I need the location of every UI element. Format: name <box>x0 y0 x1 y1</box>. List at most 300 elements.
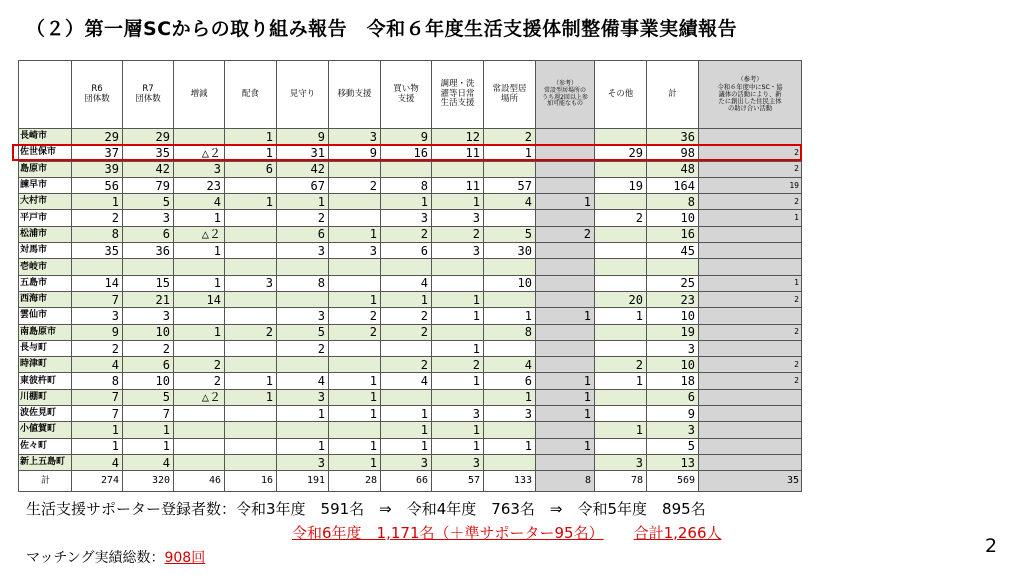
table-row <box>19 161 802 177</box>
cell-value: 1 <box>174 324 225 340</box>
row-name: 諫早市 <box>19 177 72 193</box>
cell-value: 29 <box>123 129 174 145</box>
table-body <box>19 129 802 492</box>
cell-value: 1 <box>536 308 595 324</box>
cell-value <box>595 194 647 210</box>
cell-value: 1 <box>72 194 123 210</box>
supporter-r6-total: 合計1,266人 <box>633 524 722 542</box>
row-name: 島原市 <box>19 161 72 177</box>
row-name: 南島原市 <box>19 324 72 340</box>
total-row <box>19 471 802 492</box>
cell-value <box>536 340 595 356</box>
cell-value: 36 <box>647 129 699 145</box>
cell-value: 3 <box>72 308 123 324</box>
row-name: 平戸市 <box>19 210 72 226</box>
cell-value: 7 <box>72 389 123 405</box>
cell-value: 3 <box>329 129 381 145</box>
cell-value <box>536 422 595 438</box>
cell-value: 66 <box>381 471 432 492</box>
cell-value: 1 <box>699 210 802 226</box>
cell-value: 8 <box>72 226 123 242</box>
table-row <box>19 291 802 307</box>
cell-value: 35 <box>123 145 174 161</box>
cell-value: 30 <box>484 243 536 259</box>
cell-value <box>595 438 647 454</box>
cell-value: 6 <box>647 389 699 405</box>
table-row <box>19 129 802 145</box>
cell-value: 9 <box>381 129 432 145</box>
cell-value <box>123 259 174 275</box>
cell-value: 3 <box>277 454 329 470</box>
cell-value: 35 <box>72 243 123 259</box>
cell-value: 21 <box>123 291 174 307</box>
cell-value: 2 <box>432 357 484 373</box>
cell-value <box>277 259 329 275</box>
cell-value: 1 <box>329 389 381 405</box>
cell-value: 3 <box>277 243 329 259</box>
table-row <box>19 357 802 373</box>
table-row <box>19 438 802 454</box>
cell-value: 3 <box>123 210 174 226</box>
cell-value <box>225 340 277 356</box>
col-header: 見守り <box>277 61 329 129</box>
cell-value: △２ <box>174 145 225 161</box>
cell-value: 1 <box>174 275 225 291</box>
row-name: 川棚町 <box>19 389 72 405</box>
cell-value: 10 <box>123 373 174 389</box>
row-name: 計 <box>19 471 72 492</box>
cell-value <box>174 308 225 324</box>
cell-value: 5 <box>123 389 174 405</box>
cell-value: 1 <box>123 438 174 454</box>
cell-value <box>699 454 802 470</box>
cell-value: 9 <box>72 324 123 340</box>
table-row <box>19 324 802 340</box>
cell-value: 1 <box>536 389 595 405</box>
cell-value: 8 <box>647 194 699 210</box>
cell-value <box>329 161 381 177</box>
cell-value: 2 <box>699 194 802 210</box>
cell-value: 1 <box>536 194 595 210</box>
cell-value: 79 <box>123 177 174 193</box>
table-row <box>19 308 802 324</box>
cell-value <box>329 210 381 226</box>
cell-value <box>484 454 536 470</box>
cell-value: 1 <box>699 275 802 291</box>
cell-value: 78 <box>595 471 647 492</box>
cell-value: 6 <box>381 243 432 259</box>
table-row <box>19 259 802 275</box>
cell-value: 9 <box>329 145 381 161</box>
cell-value: 2 <box>123 340 174 356</box>
cell-value: 2 <box>699 291 802 307</box>
cell-value <box>225 438 277 454</box>
cell-value <box>699 422 802 438</box>
cell-value: 3 <box>174 161 225 177</box>
cell-value: 1 <box>432 373 484 389</box>
cell-value: 6 <box>123 357 174 373</box>
row-name: 波佐見町 <box>19 406 72 422</box>
cell-value: 1 <box>72 438 123 454</box>
cell-value: 57 <box>484 177 536 193</box>
cell-value: 4 <box>72 454 123 470</box>
cell-value: 6 <box>277 226 329 242</box>
cell-value: 2 <box>225 324 277 340</box>
cell-value: 36 <box>123 243 174 259</box>
cell-value: 2 <box>484 129 536 145</box>
cell-value: 1 <box>225 389 277 405</box>
cell-value <box>225 454 277 470</box>
cell-value: 13 <box>647 454 699 470</box>
cell-value <box>381 340 432 356</box>
cell-value: 1 <box>381 422 432 438</box>
cell-value <box>536 210 595 226</box>
cell-value <box>277 357 329 373</box>
cell-value: 569 <box>647 471 699 492</box>
cell-value: 1 <box>381 438 432 454</box>
cell-value: 8 <box>277 275 329 291</box>
cell-value: 29 <box>595 145 647 161</box>
row-name: 長崎市 <box>19 129 72 145</box>
col-header: 増減 <box>174 61 225 129</box>
cell-value: 1 <box>484 389 536 405</box>
cell-value: 19 <box>595 177 647 193</box>
cell-value: 1 <box>329 291 381 307</box>
cell-value <box>381 389 432 405</box>
cell-value: 4 <box>277 373 329 389</box>
cell-value <box>225 243 277 259</box>
cell-value: 20 <box>595 291 647 307</box>
cell-value <box>432 275 484 291</box>
cell-value: 3 <box>277 389 329 405</box>
cell-value <box>536 275 595 291</box>
cell-value: 4 <box>381 275 432 291</box>
cell-value: 3 <box>432 243 484 259</box>
row-name: 壱岐市 <box>19 259 72 275</box>
table-row <box>19 275 802 291</box>
cell-value <box>595 226 647 242</box>
cell-value: 1 <box>225 129 277 145</box>
cell-value: 1 <box>277 438 329 454</box>
table-row <box>19 145 802 161</box>
cell-value <box>225 210 277 226</box>
cell-value <box>536 454 595 470</box>
cell-value: 1 <box>595 422 647 438</box>
cell-value <box>432 324 484 340</box>
cell-value <box>484 291 536 307</box>
cell-value: 1 <box>484 308 536 324</box>
table-row <box>19 406 802 422</box>
cell-value: 25 <box>647 275 699 291</box>
cell-value: 191 <box>277 471 329 492</box>
cell-value: 28 <box>329 471 381 492</box>
cell-value <box>225 259 277 275</box>
cell-value <box>699 226 802 242</box>
row-name: 五島市 <box>19 275 72 291</box>
cell-value: 2 <box>277 210 329 226</box>
cell-value <box>432 389 484 405</box>
cell-value: 8 <box>72 373 123 389</box>
col-header: 配食 <box>225 61 277 129</box>
cell-value <box>329 357 381 373</box>
cell-value: 2 <box>381 226 432 242</box>
cell-value: 1 <box>329 373 381 389</box>
col-header: その他 <box>595 61 647 129</box>
cell-value: 6 <box>225 161 277 177</box>
cell-value: 1 <box>595 308 647 324</box>
cell-value <box>595 406 647 422</box>
cell-value: 15 <box>123 275 174 291</box>
cell-value: △２ <box>174 389 225 405</box>
cell-value <box>536 243 595 259</box>
cell-value: 3 <box>432 454 484 470</box>
cell-value: 320 <box>123 471 174 492</box>
cell-value: 4 <box>484 194 536 210</box>
cell-value <box>536 129 595 145</box>
cell-value: 2 <box>699 324 802 340</box>
cell-value: 5 <box>484 226 536 242</box>
table-row <box>19 210 802 226</box>
cell-value: 164 <box>647 177 699 193</box>
cell-value: 67 <box>277 177 329 193</box>
cell-value: 16 <box>225 471 277 492</box>
cell-value: 18 <box>647 373 699 389</box>
cell-value: 1 <box>595 373 647 389</box>
row-name: 西海市 <box>19 291 72 307</box>
cell-value: 98 <box>647 145 699 161</box>
row-name: 佐世保市 <box>19 145 72 161</box>
cell-value: 4 <box>381 373 432 389</box>
cell-value: 1 <box>432 340 484 356</box>
cell-value <box>72 259 123 275</box>
cell-value: 1 <box>174 210 225 226</box>
cell-value: 2 <box>595 210 647 226</box>
cell-value <box>484 210 536 226</box>
cell-value <box>174 422 225 438</box>
cell-value <box>277 291 329 307</box>
col-header: 計 <box>647 61 699 129</box>
cell-value: 9 <box>647 406 699 422</box>
cell-value: 1 <box>123 422 174 438</box>
cell-value: 8 <box>381 177 432 193</box>
cell-value: 274 <box>72 471 123 492</box>
table-row <box>19 177 802 193</box>
table-row <box>19 243 802 259</box>
cell-value <box>484 422 536 438</box>
cell-value: 3 <box>225 275 277 291</box>
cell-value: 2 <box>699 357 802 373</box>
cell-value: 1 <box>72 422 123 438</box>
col-header: 買い物 支援 <box>381 61 432 129</box>
cell-value: 8 <box>536 471 595 492</box>
cell-value: 5 <box>647 438 699 454</box>
row-name: 長与町 <box>19 340 72 356</box>
cell-value: 8 <box>484 324 536 340</box>
row-name: 東彼杵町 <box>19 373 72 389</box>
cell-value: 5 <box>123 194 174 210</box>
cell-value: 3 <box>329 243 381 259</box>
cell-value: 6 <box>123 226 174 242</box>
cell-value: 3 <box>647 422 699 438</box>
cell-value: 46 <box>174 471 225 492</box>
cell-value: 2 <box>432 226 484 242</box>
cell-value <box>595 324 647 340</box>
cell-value <box>536 259 595 275</box>
cell-value: 23 <box>174 177 225 193</box>
cell-value <box>699 129 802 145</box>
cell-value <box>381 259 432 275</box>
cell-value <box>536 177 595 193</box>
cell-value <box>225 291 277 307</box>
cell-value <box>432 259 484 275</box>
cell-value: 4 <box>174 194 225 210</box>
cell-value: 1 <box>381 194 432 210</box>
cell-value: 39 <box>72 161 123 177</box>
row-name: 時津町 <box>19 357 72 373</box>
cell-value: 1 <box>174 243 225 259</box>
col-header: （参考） 令和６年度中にSC・協 議体の活動により、新 たに創出した住民主体 の助け合い活動 <box>699 61 802 129</box>
cell-value: 1 <box>225 145 277 161</box>
cell-value: 2 <box>381 308 432 324</box>
cell-value <box>536 145 595 161</box>
header-row <box>19 61 802 129</box>
cell-value <box>647 259 699 275</box>
cell-value <box>381 161 432 177</box>
cell-value: 14 <box>72 275 123 291</box>
cell-value: 42 <box>277 161 329 177</box>
cell-value: 48 <box>647 161 699 177</box>
matching-label: マッチング実績総数： <box>26 550 165 566</box>
row-name: 雲仙市 <box>19 308 72 324</box>
cell-value <box>536 291 595 307</box>
cell-value: 19 <box>647 324 699 340</box>
table-row <box>19 226 802 242</box>
cell-value <box>329 340 381 356</box>
cell-value: 9 <box>277 129 329 145</box>
cell-value <box>699 389 802 405</box>
cell-value: 3 <box>381 454 432 470</box>
cell-value: 2 <box>72 210 123 226</box>
cell-value: 5 <box>277 324 329 340</box>
cell-value: 14 <box>174 291 225 307</box>
cell-value: 37 <box>72 145 123 161</box>
cell-value: 29 <box>72 129 123 145</box>
cell-value: 1 <box>329 226 381 242</box>
cell-value <box>536 161 595 177</box>
page-number: 2 <box>985 535 998 557</box>
cell-value: 3 <box>432 210 484 226</box>
table-row <box>19 194 802 210</box>
cell-value <box>225 308 277 324</box>
table-row <box>19 373 802 389</box>
cell-value: 1 <box>484 145 536 161</box>
cell-value: 1 <box>381 291 432 307</box>
cell-value: 57 <box>432 471 484 492</box>
cell-value <box>329 259 381 275</box>
cell-value: 42 <box>123 161 174 177</box>
cell-value: 2 <box>381 324 432 340</box>
cell-value <box>225 406 277 422</box>
cell-value <box>225 226 277 242</box>
cell-value: 11 <box>432 177 484 193</box>
cell-value <box>174 129 225 145</box>
table-row <box>19 422 802 438</box>
cell-value <box>174 406 225 422</box>
matching-summary <box>26 547 205 567</box>
cell-value: 10 <box>123 324 174 340</box>
cell-value: 1 <box>225 194 277 210</box>
cell-value: 2 <box>595 357 647 373</box>
table-row <box>19 389 802 405</box>
cell-value: 1 <box>536 373 595 389</box>
cell-value: 2 <box>699 373 802 389</box>
cell-value <box>595 389 647 405</box>
row-name: 佐々町 <box>19 438 72 454</box>
col-header: 移動支援 <box>329 61 381 129</box>
cell-value: 1 <box>225 373 277 389</box>
cell-value: 1 <box>277 406 329 422</box>
cell-value <box>595 243 647 259</box>
cell-value: 6 <box>484 373 536 389</box>
cell-value <box>432 161 484 177</box>
cell-value: 1 <box>329 438 381 454</box>
cell-value: 16 <box>381 145 432 161</box>
cell-value: 1 <box>484 438 536 454</box>
cell-value <box>225 422 277 438</box>
cell-value: 1 <box>536 438 595 454</box>
col-header: 調理・洗 濯等日常 生活支援 <box>432 61 484 129</box>
cell-value: 1 <box>432 308 484 324</box>
cell-value: 1 <box>329 454 381 470</box>
cell-value: 2 <box>174 357 225 373</box>
cell-value <box>595 129 647 145</box>
cell-value: 2 <box>329 324 381 340</box>
cell-value: 2 <box>329 308 381 324</box>
cell-value <box>329 422 381 438</box>
cell-value <box>329 275 381 291</box>
supporter-r6 <box>292 522 722 543</box>
cell-value <box>225 357 277 373</box>
cell-value: 2 <box>381 357 432 373</box>
cell-value: 31 <box>277 145 329 161</box>
cell-value: 23 <box>647 291 699 307</box>
cell-value: 19 <box>699 177 802 193</box>
col-header <box>19 61 72 129</box>
cell-value <box>174 438 225 454</box>
results-table-wrap <box>18 60 802 492</box>
col-header: R7 団体数 <box>123 61 174 129</box>
results-table <box>18 60 802 492</box>
cell-value: 1 <box>381 406 432 422</box>
cell-value <box>484 161 536 177</box>
cell-value: 3 <box>277 308 329 324</box>
cell-value: 3 <box>647 340 699 356</box>
cell-value: 2 <box>277 340 329 356</box>
cell-value <box>536 324 595 340</box>
cell-value: 10 <box>647 210 699 226</box>
cell-value: 3 <box>123 308 174 324</box>
cell-value <box>174 454 225 470</box>
cell-value <box>699 340 802 356</box>
matching-value: 908回 <box>164 550 206 566</box>
cell-value <box>699 406 802 422</box>
cell-value <box>699 243 802 259</box>
cell-value <box>595 340 647 356</box>
col-header: 常設型居 場所 <box>484 61 536 129</box>
cell-value: 1 <box>536 406 595 422</box>
cell-value: 2 <box>699 161 802 177</box>
row-name: 大村市 <box>19 194 72 210</box>
